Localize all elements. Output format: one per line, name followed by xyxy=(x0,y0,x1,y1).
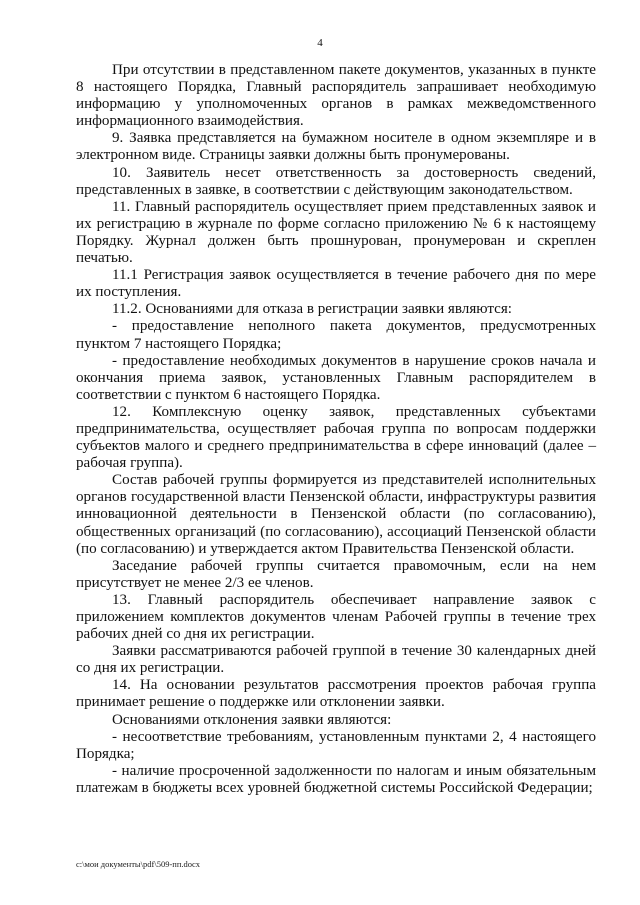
list-item: - предоставление необходимых документов в нарушение сроков начала и окончания приема заявок, установленных Главным распорядителем в соответствии с пунктом 6 настоящего Порядка. xyxy=(76,352,596,403)
paragraph: 11.1 Регистрация заявок осуществляется в течение рабочего дня по мере их поступления. xyxy=(76,267,596,301)
document-body xyxy=(76,62,596,797)
paragraph: Основаниями отклонения заявки являются: xyxy=(112,711,392,728)
list-item: - предоставление неполного пакета документов, предусмотренных пунктом 7 настоящего Порядка; xyxy=(76,318,596,352)
paragraph: 11.2. Основаниями для отказа в регистрации заявки являются: xyxy=(112,301,512,318)
paragraph: Заседание рабочей группы считается правомочным, если на нем присутствует не менее 2/3 ее членов. xyxy=(76,557,596,591)
paragraph: 11. Главный распорядитель осуществляет прием представленных заявок и их регистрацию в журнале по форме согласно приложению № 6 к настоящему Порядку. Журнал должен быть прошнурован, пронумерован и скреплен печатью. xyxy=(76,198,596,267)
paragraph: 13. Главный распорядитель обеспечивает направление заявок с приложением комплектов документов членам Рабочей группы в течение трех рабочих дней со дня их регистрации. xyxy=(76,591,596,643)
paragraph: 9. Заявка представляется на бумажном носителе в одном экземпляре и в электронном виде. Страницы заявки должны быть пронумерованы. xyxy=(76,130,596,164)
paragraph: 14. На основании результатов рассмотрения проектов рабочая группа принимает решение о поддержке или отклонении заявки. xyxy=(76,677,596,711)
page-number: 4 xyxy=(317,37,323,49)
paragraph: 10. Заявитель несет ответственность за достоверность сведений, представленных в заявке, в соответствии с действующим законодательством. xyxy=(76,164,596,198)
list-item: - наличие просроченной задолженности по налогам и иным обязательным платежам в бюджеты всех уровней бюджетной системы Российской Федерации; xyxy=(76,762,596,796)
paragraph: При отсутствии в представленном пакете документов, указанных в пункте 8 настоящего Порядка, Главный распорядитель запрашивает необходимую информацию у уполномоченных органов в рамках межведомственного информационного взаимодействия. xyxy=(76,62,596,130)
file-path-footer: c:\мои документы\pdf\509-пп.docx xyxy=(76,859,201,869)
paragraph: Заявки рассматриваются рабочей группой в течение 30 календарных дней со дня их регистрации. xyxy=(76,643,596,677)
paragraph: Состав рабочей группы формируется из представителей исполнительных органов государственной власти Пензенской области, инфраструктуры развития инновационной деятельности в Пензенской области (по согласованию), общественных организаций (по согласованию), ассоциаций Пензенской области (по согласованию) и утверждается актом Правительства Пензенской области. xyxy=(76,472,596,557)
list-item: - несоответствие требованиям, установленным пунктами 2, 4 настоящего Порядка; xyxy=(76,728,596,762)
paragraph: 12. Комплексную оценку заявок, представленных субъектами предпринимательства, осуществляет рабочая группа по вопросам поддержки субъектов малого и среднего предпринимательства в сфере инноваций (далее – рабочая группа). xyxy=(76,403,596,472)
